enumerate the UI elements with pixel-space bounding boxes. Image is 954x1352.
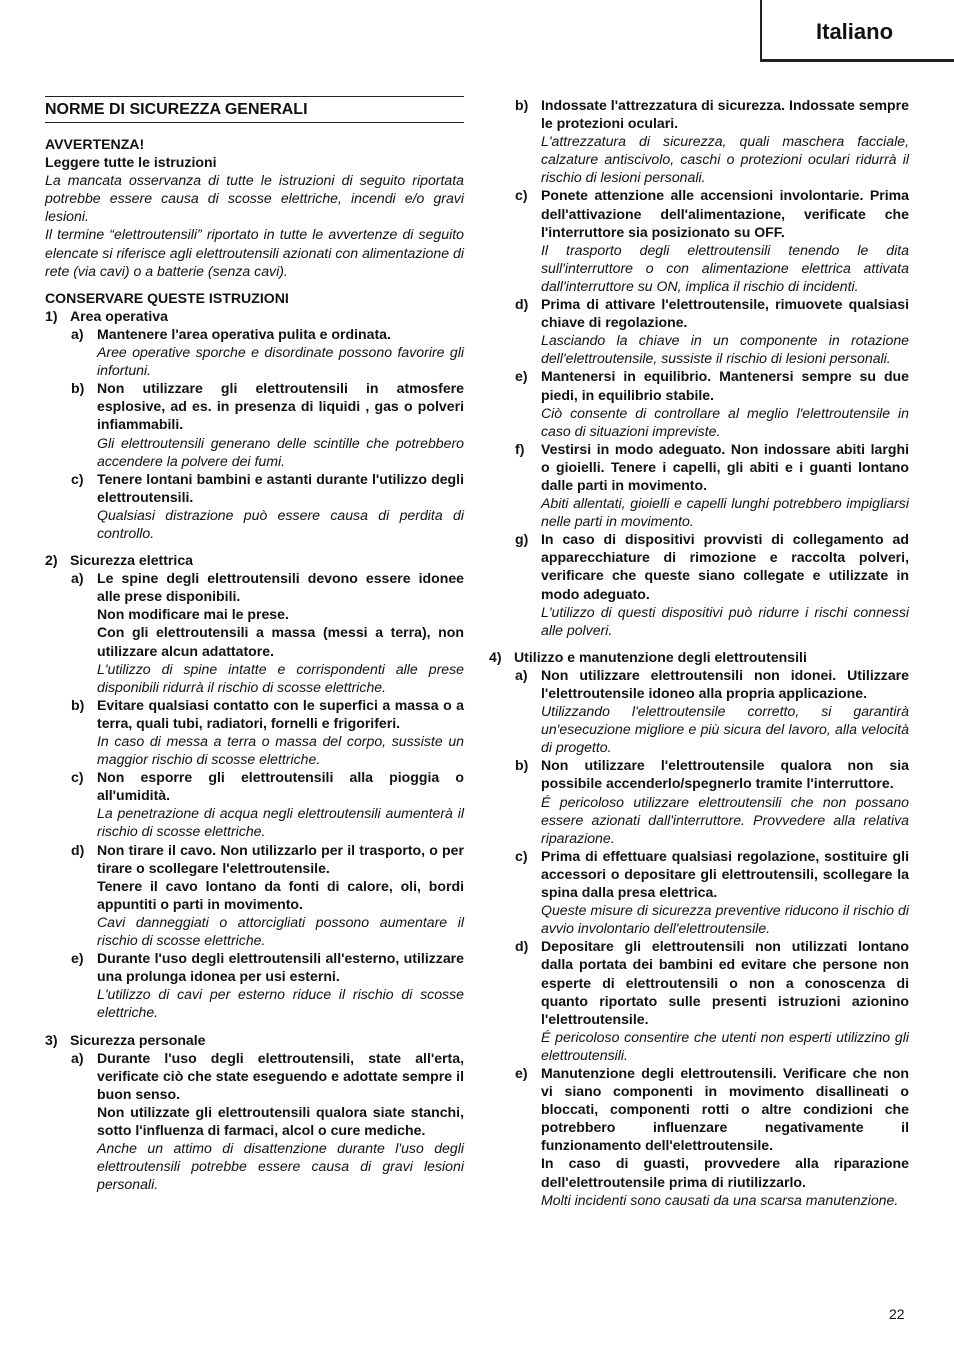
section-1-heading: 1) Area operativa	[45, 307, 168, 324]
list-item: e) Durante l'uso degli elettroutensili all'esterno, utilizzare una prolunga idonea per usi esterni. L'utilizzo di cavi per esterno riduce il rischio di scosse elettriche.	[71, 950, 464, 1021]
list-item: a) Non utilizzare elettroutensili non idonei. Utilizzare l'elettroutensile idoneo alla propria applicazione. Utilizzando l'elettroutensile corretto, si garantirà un'esecuzione migliore e più sicura del lavoro, alla velocità di progetto.	[515, 666, 909, 756]
intro-paragraph-2: Il termine “elettroutensili” riportato in tutte le avvertenze di seguito elencate si riferisce agli elettroutensili azionati con alimentazione di rete (via cavi) o a batterie (senza cavi).	[45, 226, 464, 279]
section-3-items	[45, 1049, 464, 1194]
list-item: c) Non esporre gli elettroutensili alla pioggia o all'umidità. La penetrazione di acqua negli elettroutensili aumenterà il rischio di scosse elettriche.	[71, 769, 464, 840]
left-column	[45, 96, 464, 1193]
section-4-items	[489, 666, 909, 1209]
list-item: d) Non tirare il cavo. Non utilizzarlo per il trasporto, o per tirare o scollegare l'elettroutensile. Tenere il cavo lontano da fonti di calore, oli, bordi appuntiti o parti in movimento. Cavi danneggiati o attorcigliati possono aumentare il rischio di scosse elettriche.	[71, 841, 464, 949]
list-item: b) Non utilizzare gli elettroutensili in atmosfere esplosive, ad es. in presenza di liquidi , gas o polveri infiammabili. Gli elettroutensili generano delle scintille che potrebbero accendere la polvere dei fumi.	[71, 380, 464, 469]
language-label: Italiano	[816, 19, 894, 44]
list-item: c) Ponete attenzione alle accensioni involontarie. Prima dell'attivazione dell'alimentazione, verificate che l'interruttore sia posizionato su OFF. Il trasporto degli elettroutensili tenendo le dita sull'interruttore o con alimentazione elettrica attivata dall'interruttore su ON, implica il rischio di incidenti.	[515, 187, 909, 294]
list-item: c) Tenere lontani bambini e astanti durante l'utilizzo degli elettroutensili. Qualsiasi distrazione può essere causa di perdita di controllo.	[71, 470, 464, 541]
section-title: NORME DI SICUREZZA GENERALI	[45, 96, 464, 123]
list-item: b) Non utilizzare l'elettroutensile qualora non sia possibile accenderlo/spegnerlo tramite l'interruttore. É pericoloso utilizzare elettroutensili che non possano essere azionati dall'interruttore. Provvedere alla relativa riparazione.	[515, 757, 909, 846]
list-item: f) Vestirsi in modo adeguato. Non indossare abiti larghi o gioielli. Tenere i capelli, gli abiti e i guanti lontano dalle parti in movimento. Abiti allentati, gioielli e capelli lunghi potrebbero impigliarsi nelle parti in movimento.	[515, 440, 909, 530]
list-item: d) Depositare gli elettroutensili non utilizzati lontano dalla portata dei bambini ed evitare che persone non esperte di elettroutensili o non a conoscenza di quanto riportato sulle presenti istruzioni azionino l'elettroutensile. É pericoloso consentire che utenti non esperti utilizzino gli elettroutensili.	[515, 938, 909, 1063]
page-number: 22	[889, 1306, 905, 1322]
language-tab	[760, 0, 954, 62]
section-2-items	[45, 569, 464, 1021]
section-2-heading: 2) Sicurezza elettrica	[45, 552, 193, 569]
list-item: e) Mantenersi in equilibrio. Mantenersi sempre su due piedi, in equilibrio stabile. Ciò consente di controllare al meglio l'elettroutensile in caso di situazioni impreviste.	[515, 368, 909, 439]
list-item: b) Indossate l'attrezzatura di sicurezza. Indossate sempre le protezioni oculari. L'attrezzatura di sicurezza, quali maschera facciale, calzature antiscivolo, caschi o protezioni oculari ridurrà il rischio di lesioni personali.	[515, 97, 909, 186]
section-3-items-continued	[489, 96, 909, 639]
section-3-heading: 3) Sicurezza personale	[45, 1031, 206, 1048]
list-item: a) Le spine degli elettroutensili devono essere idonee alle prese disponibili. Non modificare mai le prese. Con gli elettroutensili a massa (messi a terra), non utilizzare alcun adattatore. L'utilizzo di spine intatte e corrispondenti alle prese disponibili ridurrà il rischio di scosse elettriche.	[71, 570, 464, 695]
list-item: c) Prima di effettuare qualsiasi regolazione, sostituire gli accessori o depositare gli elettroutensili, scollegare la spina dalla presa elettrica. Queste misure di sicurezza preventive riducono il rischio di avvio involontario dell'elettroutensile.	[515, 847, 909, 937]
section-1-items	[45, 325, 464, 542]
list-item: a) Durante l'uso degli elettroutensili, state all'erta, verificate ciò che state eseguendo e adottate sempre il buon senso. Non utilizzate gli elettroutensili qualora siate stanchi, sotto l'influenza di farmaci, alcol o cure mediche. Anche un attimo di disattenzione durante l'uso degli elettroutensili potrebbe essere causa di gravi lesioni personali.	[71, 1049, 464, 1193]
list-item: a) Mantenere l'area operativa pulita e ordinata. Aree operative sporche e disordinate possono favorire gli infortuni.	[71, 325, 464, 379]
section-4-heading: 4) Utilizzo e manutenzione degli elettroutensili	[489, 648, 807, 665]
right-column	[489, 96, 909, 1209]
list-item: g) In caso di dispositivi provvisti di collegamento ad apparecchiature di rimozione e raccolta polveri, verificare che queste siano collegate e utilizzate in modo adeguato. L'utilizzo di questi dispositivi può ridurre i rischi connessi alle polveri.	[515, 531, 909, 638]
read-all-instructions: Leggere tutte le istruzioni	[45, 154, 217, 171]
list-item: d) Prima di attivare l'elettroutensile, rimuovete qualsiasi chiave di regolazione. Lasciando la chiave in un componente in rotazione dell'elettroutensile, sussiste il rischio di lesioni personali.	[515, 296, 909, 367]
list-item: b) Evitare qualsiasi contatto con le superfici a massa o a terra, quali tubi, radiatori, fornelli e frigoriferi. In caso di messa a terra o massa del corpo, sussiste un maggior rischio di scosse elettriche.	[71, 696, 464, 768]
warning-heading: AVVERTENZA!	[45, 136, 145, 152]
keep-instructions: CONSERVARE QUESTE ISTRUZIONI	[45, 289, 289, 306]
intro-paragraph-1: La mancata osservanza di tutte le istruzioni di seguito riportata potrebbe essere causa di scosse elettriche, incendi e/o gravi lesioni.	[45, 172, 464, 225]
list-item: e) Manutenzione degli elettroutensili. Verificare che non vi siano componenti in movimento disallineati o bloccati, componenti rotti o altre condizioni che potrebbero influenzare negativamente il funzionamento dell'elettroutensile. In caso di guasti, provvedere alla riparazione dell'elettroutensile prima di riutilizzarlo. Molti incidenti sono causati da una scarsa manutenzione.	[515, 1064, 909, 1208]
